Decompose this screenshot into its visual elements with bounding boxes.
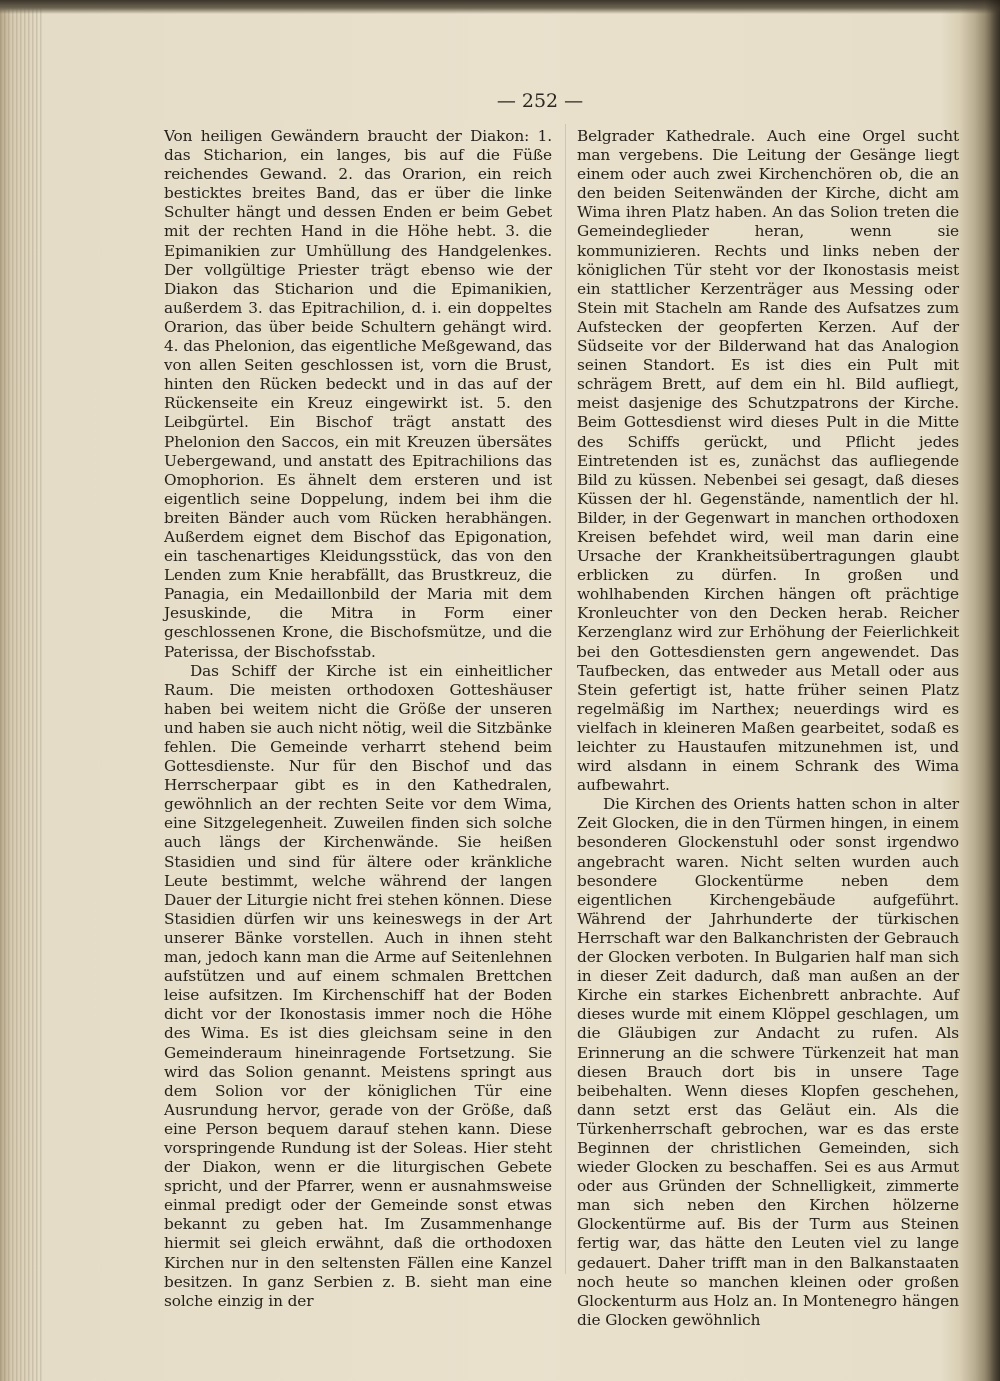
paragraph: Das Schiff der Kirche ist ein einheitlicher Raum. Die meisten orthodoxen Gotteshäuser haben bei weitem nicht die Größe der unseren und haben sie auch nicht nötig, weil die Sitzbänke fehlen. Die Gemeinde verharrt stehend beim Gottesdienste. Nur für den Bischof und das Herrscherpaar gibt es in den Kathedralen, gewöhnlich an der rechten Seite vor dem Wima, eine Sitzgelegenheit. Zuweilen finden sich solche auch längs der Kirchenwände. Sie heißen Stasidien und sind für ältere oder kränkliche Leute bestimmt, welche während der langen Dauer der Liturgie nicht frei stehen können. Diese Stasidien dürfen wir uns keineswegs in der Art unserer Bänke vorstellen. Auch in ihnen steht man, jedoch kann man die Arme auf Seitenlehnen aufstützen und auf einem schmalen Brettchen leise aufsitzen. Im Kirchenschiff hat der Boden dicht vor der Ikonostasis immer noch die Höhe des Wima. Es ist dies gleichsam seine in den Gemeinderaum hineinragende Fortsetzung. Sie wird das Solion genannt. Meistens springt aus dem Solion vor der königlichen Tür eine Ausrundung hervor, gerade von der Größe, daß eine Person bequem darauf stehen kann. Diese vorspringende Rundung ist der Soleas. Hier steht der Diakon, wenn er die liturgischen Gebete spricht, und der Pfarrer, wenn er ausnahmsweise einmal predigt oder der Gemeinde sonst etwas bekannt zu geben hat. Im Zusammenhange hiermit sei gleich erwähnt, daß die orthodoxen Kirchen nur in den seltensten Fällen eine Kanzel besitzen. In ganz Serbien z. B. sieht man eine solche einzig in der bbox=[164, 661, 552, 1310]
right-column bbox=[577, 127, 959, 1330]
page-number: — 252 — bbox=[496, 90, 584, 112]
paragraph: Von heiligen Gewändern braucht der Diakon: 1. das Sticharion, ein langes, bis auf die Füße reichendes Gewand. 2. das Orarion, ein reich besticktes breites Band, das er über die linke Schulter hängt und dessen Enden er beim Gebet mit der rechten Hand in die Höhe hebt. 3. die Epimanikien zur Umhüllung des Handgelenkes. Der vollgültige Priester trägt ebenso wie der Diakon das Sticharion und die Epimanikien, außerdem 3. das Epitrachilion, d. i. ein doppeltes Orarion, das über beide Schultern gehängt wird. 4. das Phelonion, das eigentliche Meßgewand, das von allen Seiten geschlossen ist, vorn die Brust, hinten den Rücken bedeckt und in das auf der Rückenseite ein Kreuz eingewirkt ist. 5. den Leibgürtel. Ein Bischof trägt anstatt des Phelonion den Saccos, ein mit Kreuzen übersätes Uebergewand, und anstatt des Epitrachilions das Omophorion. Es ähnelt dem ersteren und ist eigentlich seine Doppelung, indem bei ihm die breiten Bänder auch vom Rücken herabhängen. Außerdem eignet dem Bischof das Epigonation, ein taschenartiges Kleidungsstück, das von den Lenden zum Knie herabfällt, das Brustkreuz, die Panagia, ein Medaillonbild der Maria mit dem Jesuskinde, die Mitra in Form einer geschlossenen Krone, die Bischofsmütze, und die Paterissa, der Bischofsstab. bbox=[164, 127, 552, 661]
column-divider bbox=[565, 124, 566, 1274]
gutter-shadow bbox=[960, 0, 1000, 1381]
paragraph: Die Kirchen des Orients hatten schon in alter Zeit Glocken, die in den Türmen hingen, in einem besonderen Glockenstuhl oder sonst irgendwo angebracht waren. Nicht selten wurden auch besondere Glockentürme neben dem eigentlichen Kirchengebäude aufgeführt. Während der Jahrhunderte der türkischen Herrschaft war den Balkanchristen der Gebrauch der Glocken verboten. In Bulgarien half man sich in dieser Zeit dadurch, daß man außen an der Kirche ein starkes Eichenbrett anbrachte. Auf dieses wurde mit einem Klöppel geschlagen, um die Gläubigen zur Andacht zu rufen. Als Erinnerung an die schwere Türkenzeit hat man diesen Brauch dort bis in unsere Tage beibehalten. Wenn dieses Klopfen geschehen, dann setzt erst das Geläut ein. Als die Türkenherrschaft gebrochen, war es das erste Beginnen der christlichen Gemeinden, sich wieder Glocken zu beschaffen. Sei es aus Armut oder aus Gründen der Schnelligkeit, zimmerte man sich neben den Kirchen hölzerne Glockentürme auf. Bis der Turm aus Steinen fertig war, das hätte den Leuten viel zu lange gedauert. Daher trifft man in den Balkanstaaten noch heute so manchen kleinen oder großen Glockenturm aus Holz an. In Montenegro hängen die Glocken gewöhnlich bbox=[577, 795, 959, 1329]
left-column bbox=[164, 127, 552, 1311]
paragraph: Belgrader Kathedrale. Auch eine Orgel sucht man vergebens. Die Leitung der Gesänge liegt einem oder auch zwei Kirchenchören ob, die an den beiden Seitenwänden der Kirche, dicht am Wima ihren Platz haben. An das Solion treten die Gemeindeglieder heran, wenn sie kommunizieren. Rechts und links neben der königlichen Tür steht vor der Ikonostasis meist ein stattlicher Kerzenträger aus Messing oder Stein mit Stacheln am Rande des Aufsatzes zum Aufstecken der geopferten Kerzen. Auf der Südseite vor der Bilderwand hat das Analogion seinen Standort. Es ist dies ein Pult mit schrägem Brett, auf dem ein hl. Bild aufliegt, meist dasjenige des Schutzpatrons der Kirche. Beim Gottesdienst wird dieses Pult in die Mitte des Schiffs gerückt, und Pflicht jedes Eintretenden ist es, zunächst das aufliegende Bild zu küssen. Nebenbei sei gesagt, daß dieses Küssen der hl. Gegenstände, namentlich der hl. Bilder, in der Gegenwart in manchen orthodoxen Kreisen befehdet wird, weil man darin eine Ursache der Krankheitsübertragungen glaubt erblicken zu dürfen. In großen und wohlhabenden Kirchen hängen oft prächtige Kronleuchter von den Decken herab. Reicher Kerzenglanz wird zur Erhöhung der Feierlichkeit bei den Gottesdiensten gern angewendet. Das Taufbecken, das entweder aus Metall oder aus Stein gefertigt ist, hatte früher seinen Platz regelmäßig im Narthex; neuerdings wird es vielfach in kleineren Maßen gearbeitet, sodaß es leichter zu Haustaufen mitzunehmen ist, und wird alsdann in einem Schrank des Wima aufbewahrt. bbox=[577, 127, 959, 795]
page-edge-top bbox=[0, 0, 1000, 14]
page-edge-left bbox=[0, 0, 44, 1381]
